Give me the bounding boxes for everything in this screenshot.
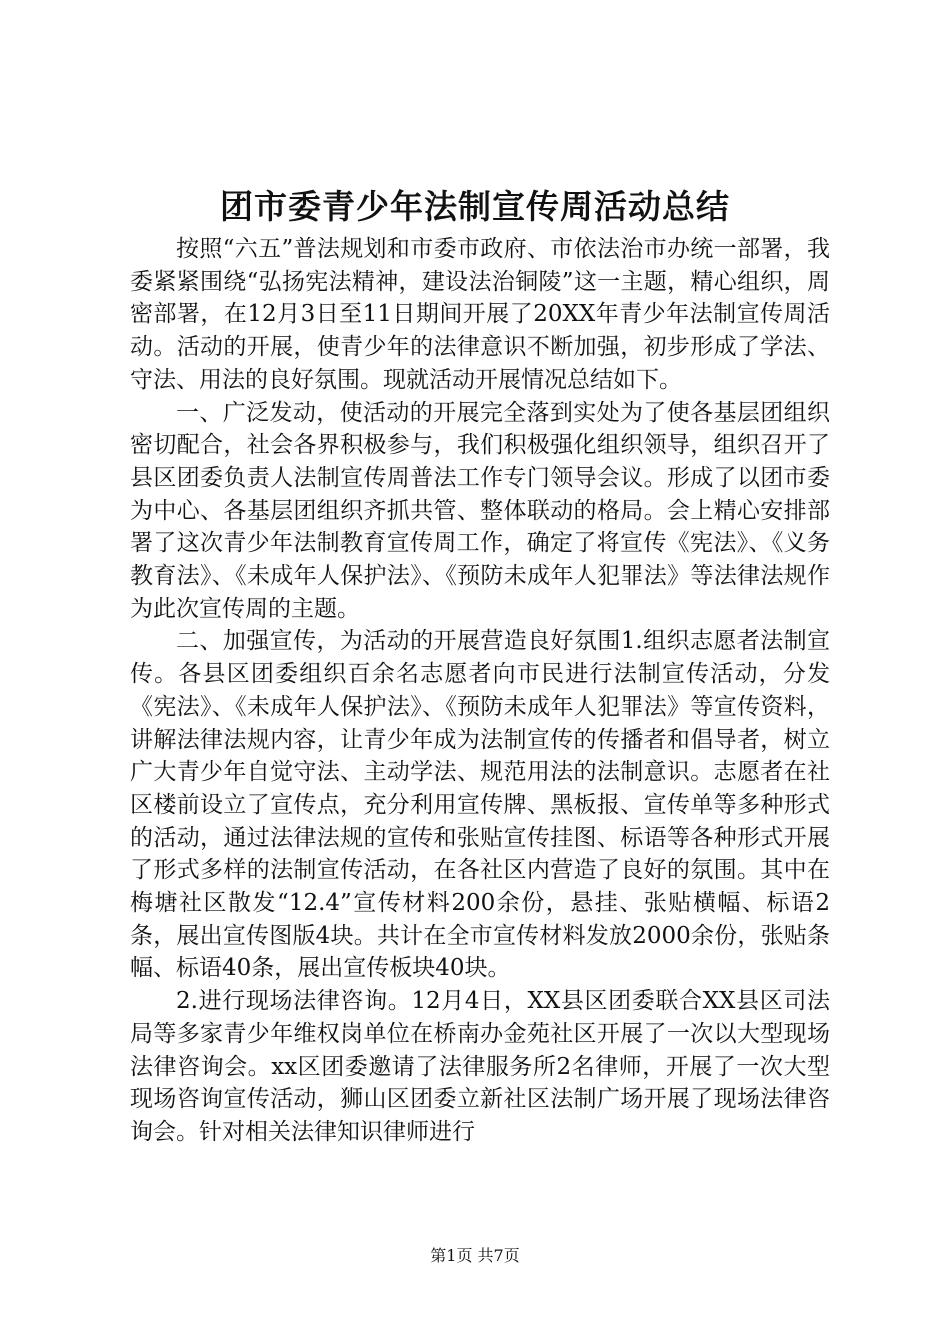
paragraph-section-2-item-2: 2.进行现场法律咨询。12月4日，XX县区团委联合XX县区司法局等多家青少年维权岗单位在桥南办金苑社区开展了一次以大型现场法律咨询会。xx区团委邀请了法律服务所2名律师，开展了一次大型现场咨询宣传活动，狮山区团委立新社区法制广场开展了现场法律咨询会。针对相关法律知识律师进行	[130, 988, 830, 1145]
document-body	[130, 233, 830, 1149]
paragraph-section-1: 一、广泛发动，使活动的开展完全落到实处为了使各基层团组织密切配合，社会各界积极参与，我们积极强化组织领导，组织召开了县区团委负责人法制宣传周普法工作专门领导会议。形成了以团市委为中心、各基层团组织齐抓共管、整体联动的格局。会上精心安排部署了这次青少年法制教育宣传周工作，确定了将宣传《宪法》、《义务教育法》、《未成年人保护法》、《预防未成年人犯罪法》等法律法规作为此次宣传周的主题。	[130, 399, 830, 622]
document-title: 团市委青少年法制宣传周活动总结	[220, 187, 730, 226]
paragraph-intro: 按照“六五”普法规划和市委市政府、市依法治市办统一部署，我委紧紧围绕“弘扬宪法精神，建设法治铜陵”这一主题，精心组织，周密部署，在12月3日至11日期间开展了20XX年青少年法制宣传周活动。活动的开展，使青少年的法律意识不断加强，初步形成了学法、守法、用法的良好氛围。现就活动开展情况总结如下。	[130, 236, 830, 393]
page-number-footer: 第1页 共7页	[430, 1246, 520, 1265]
paragraph-section-2: 二、加强宣传，为活动的开展营造良好氛围1.组织志愿者法制宣传。各县区团委组织百余名志愿者向市民进行法制宣传活动，分发《宪法》、《未成年人保护法》、《预防未成年人犯罪法》等宣传资料，讲解法律法规内容，让青少年成为法制宣传的传播者和倡导者，树立广大青少年自觉守法、主动学法、规范用法的法制意识。志愿者在社区楼前设立了宣传点，充分利用宣传牌、黑板报、宣传单等多种形式的活动，通过法律法规的宣传和张贴宣传挂图、标语等各种形式开展了形式多样的法制宣传活动，在各社区内营造了良好的氛围。其中在梅塘社区散发“12.4”宣传材料200余份，悬挂、张贴横幅、标语2条，展出宣传图版4块。共计在全市宣传材料发放2000余份，张贴条幅、标语40条，展出宣传板块40块。	[130, 628, 830, 982]
